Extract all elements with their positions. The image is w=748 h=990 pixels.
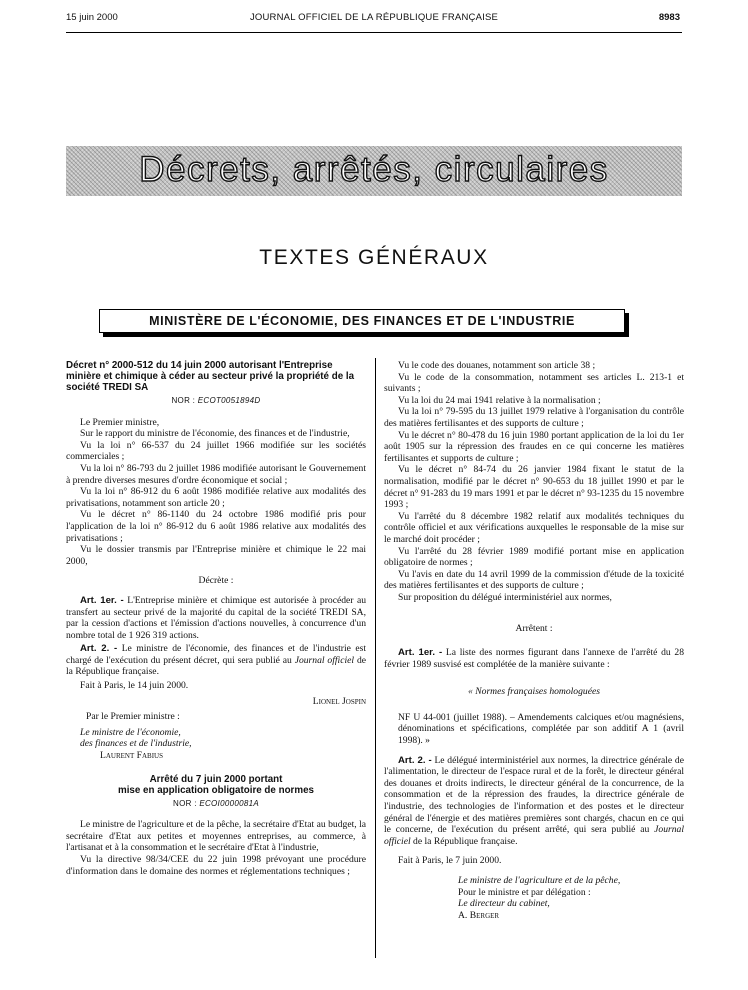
arrete-done: Fait à Paris, le 7 juin 2000. bbox=[398, 855, 502, 867]
arrete-paragraph: Vu l'arrêté du 8 décembre 1982 relatif aux modalités techniques du contrôle officiel et aux vérifications auxquelles le responsable de la mise sur le marché doit procéder ; bbox=[384, 510, 684, 545]
decree-paragraph: Sur le rapport du ministre de l'économie, des finances et de l'industrie, bbox=[80, 428, 350, 440]
norme-entry: NF U 44-001 (juillet 1988). – Amendements calciques et/ou magnésiens, dénominations et spécifications, complétée par son additif A 1 (avril 1998). » bbox=[398, 711, 684, 747]
arrete-title: Arrêté du 7 juin 2000 portant bbox=[149, 773, 283, 785]
journal-officiel-ref: Journal officiel bbox=[294, 654, 355, 666]
left-column bbox=[66, 360, 366, 877]
decree-decrete: Décrète : bbox=[198, 575, 234, 587]
arrete-paragraph: Le ministre de l'agriculture et de la pêche, la secrétaire d'Etat au budget, la secrétaire d'Etat aux petites et moyennes entreprises, au commerce, à l'artisanat et à la consommation et le secrétaire d'Etat à l'industrie, bbox=[66, 819, 366, 854]
ministry-title: MINISTÈRE DE L'ÉCONOMIE, DES FINANCES ET DE L'INDUSTRIE bbox=[149, 314, 575, 328]
decree-title: Décret n° 2000-512 du 14 juin 2000 autorisant l'Entreprise minière et chimique à céder au secteur privé la propriété de la société TREDI SA bbox=[66, 360, 355, 393]
decree-article-1 bbox=[66, 595, 366, 641]
decree-paragraph: Vu la loi n° 86-912 du 6 août 1986 modifiée relative aux modalités des privatisations, notamment son article 20 ; bbox=[66, 486, 366, 509]
decree-nor bbox=[66, 395, 366, 407]
header-rule bbox=[66, 32, 682, 33]
page-header bbox=[0, 12, 748, 28]
article-label: Art. 2. - bbox=[398, 754, 432, 766]
column-divider bbox=[375, 358, 376, 958]
minister-name: Laurent Fabius bbox=[100, 750, 163, 762]
arrete-paragraph: Vu l'arrêté du 28 février 1989 modifié portant mise en application obligatoire de normes ; bbox=[384, 545, 684, 569]
arrete-paragraph: Vu la directive 98/34/CEE du 22 juin 1998 prévoyant une procédure d'information dans le domaine des normes et réglementations techniques ; bbox=[66, 854, 366, 877]
arrete-paragraph: Vu l'avis en date du 14 avril 1999 de la commission d'étude de la toxicité des matières fertilisantes et des supports de culture ; bbox=[384, 568, 684, 592]
right-column bbox=[384, 360, 684, 921]
arrete-paragraph: Vu le code de la consommation, notamment ses articles L. 213-1 et suivants ; bbox=[384, 371, 684, 395]
minister-line: des finances et de l'industrie, bbox=[80, 738, 192, 750]
arrete-sig-name: A. Berger bbox=[458, 909, 500, 921]
arrete-paragraph: Vu le code des douanes, notamment son article 38 ; bbox=[398, 360, 596, 371]
minister-line: Le ministre de l'économie, bbox=[80, 726, 181, 738]
decree-paragraph: Vu le décret n° 86-1140 du 24 octobre 1986 modifié pris pour l'application de la loi n° 86-912 du 6 août 1986 relative aux modalités des privatisations ; bbox=[66, 509, 366, 544]
arrete-paragraph: Vu le décret n° 80-478 du 16 juin 1980 portant application de la loi du 1er août 1905 sur la répression des fraudes en ce qui concerne les matières fertilisantes et supports de culture ; bbox=[384, 429, 684, 464]
arrete-paragraph: Sur proposition du délégué interministériel aux normes, bbox=[398, 591, 612, 603]
article-label: Art. 1er. - bbox=[398, 647, 443, 659]
decree-paragraph: Le Premier ministre, bbox=[80, 416, 160, 428]
arrete-paragraph: Vu le décret n° 84-74 du 26 janvier 1984 fixant le statut de la normalisation, modifié par le décret n° 90-653 du 18 juillet 1990 et par le décret n° 91-283 du 19 mars 1991 et par le décret n° 93-1235 du 15 novembre 1993 ; bbox=[384, 464, 684, 511]
nor-code: ECOT0051894D bbox=[197, 396, 261, 405]
header-date: 15 juin 2000 bbox=[66, 12, 118, 23]
arrete-sig-line: Le ministre de l'agriculture et de la pêche, bbox=[458, 874, 621, 886]
arrete-paragraph: Vu la loi n° 79-595 du 13 juillet 1979 relative à l'organisation du contrôle des matières fertilisantes et des supports de culture ; bbox=[384, 406, 684, 429]
decree-paragraph: Vu le dossier transmis par l'Entreprise minière et chimique le 22 mai 2000, bbox=[66, 544, 366, 567]
arrete-title: mise en application obligatoire de normes bbox=[118, 784, 314, 796]
arrete-paragraph: Vu la loi du 24 mai 1941 relative à la normalisation ; bbox=[398, 394, 601, 406]
article-text: de la République française. bbox=[66, 654, 366, 678]
article-text: La liste des normes figurant dans l'annexe de l'arrêté du 28 février 1989 susvisé est complétée de la manière suivante : bbox=[384, 647, 684, 670]
article-text: L'Entreprise minière et chimique est autorisée à procéder au transfert au secteur privé de la majorité du capital de la société TREDI SA, par la cession d'actions et l'émission d'actions nouvelles, à concurrence d'un nombre total de 1 926 319 actions. bbox=[66, 594, 367, 641]
article-text: Le délégué interministériel aux normes, la directrice générale de l'alimentation, le directeur de l'espace rural et de la forêt, le directeur général des douanes et droits indirects, le directeur général de la concurrence, de la consommation et de la répression des fraudes, la directrice générale de l'industrie, des technologies de l'information et des postes et le directeur général de l'énergie et des matières premières sont chargés, chacun en ce qui le concerne, de l'exécution du présent arrêté, qui sera publié au bbox=[384, 754, 684, 836]
article-text: de la République française. bbox=[413, 835, 518, 847]
normes-title: « Normes françaises homologuées bbox=[468, 686, 600, 698]
decree-paragraph: Vu la loi n° 66-537 du 24 juillet 1966 modifiée sur les sociétés commerciales ; bbox=[66, 439, 366, 463]
section-title: TEXTES GÉNÉRAUX bbox=[259, 246, 489, 269]
banner bbox=[66, 146, 682, 196]
arrete-article-1 bbox=[384, 647, 684, 670]
ministry-box bbox=[99, 309, 625, 333]
article-label: Art. 2. - bbox=[80, 643, 118, 655]
arrete-arretent: Arrêtent : bbox=[515, 623, 553, 635]
decree-by-pm: Par le Premier ministre : bbox=[86, 711, 180, 723]
nor-label: NOR : bbox=[173, 798, 197, 808]
banner-title: Décrets, arrêtés, circulaires bbox=[139, 150, 609, 189]
decree-paragraph: Vu la loi n° 86-793 du 2 juillet 1986 modifiée autorisant le Gouvernement à prendre diverses mesures d'ordre économique et social ; bbox=[66, 462, 366, 486]
page-number: 8983 bbox=[658, 12, 680, 23]
decree-done: Fait à Paris, le 14 juin 2000. bbox=[80, 680, 189, 692]
arrete-nor bbox=[66, 798, 366, 810]
nor-label: NOR : bbox=[171, 396, 196, 405]
journal-officiel-ref: Journal officiel bbox=[384, 824, 684, 847]
journal-title: JOURNAL OFFICIEL DE LA RÉPUBLIQUE FRANÇAISE bbox=[249, 12, 499, 23]
article-label: Art. 1er. - bbox=[80, 594, 124, 606]
nor-code: ECOI0000081A bbox=[199, 798, 259, 808]
arrete-sig-line: Le directeur du cabinet, bbox=[458, 898, 550, 910]
decree-signatory: Lionel Jospin bbox=[312, 695, 366, 707]
decree-article-2 bbox=[66, 643, 366, 678]
arrete-article-2 bbox=[384, 755, 684, 848]
arrete-sig-line: Pour le ministre et par délégation : bbox=[458, 886, 591, 898]
article-text: Le ministre de l'économie, des finances et de l'industrie est chargé de l'exécution du présent décret, qui sera publié au bbox=[66, 643, 366, 666]
